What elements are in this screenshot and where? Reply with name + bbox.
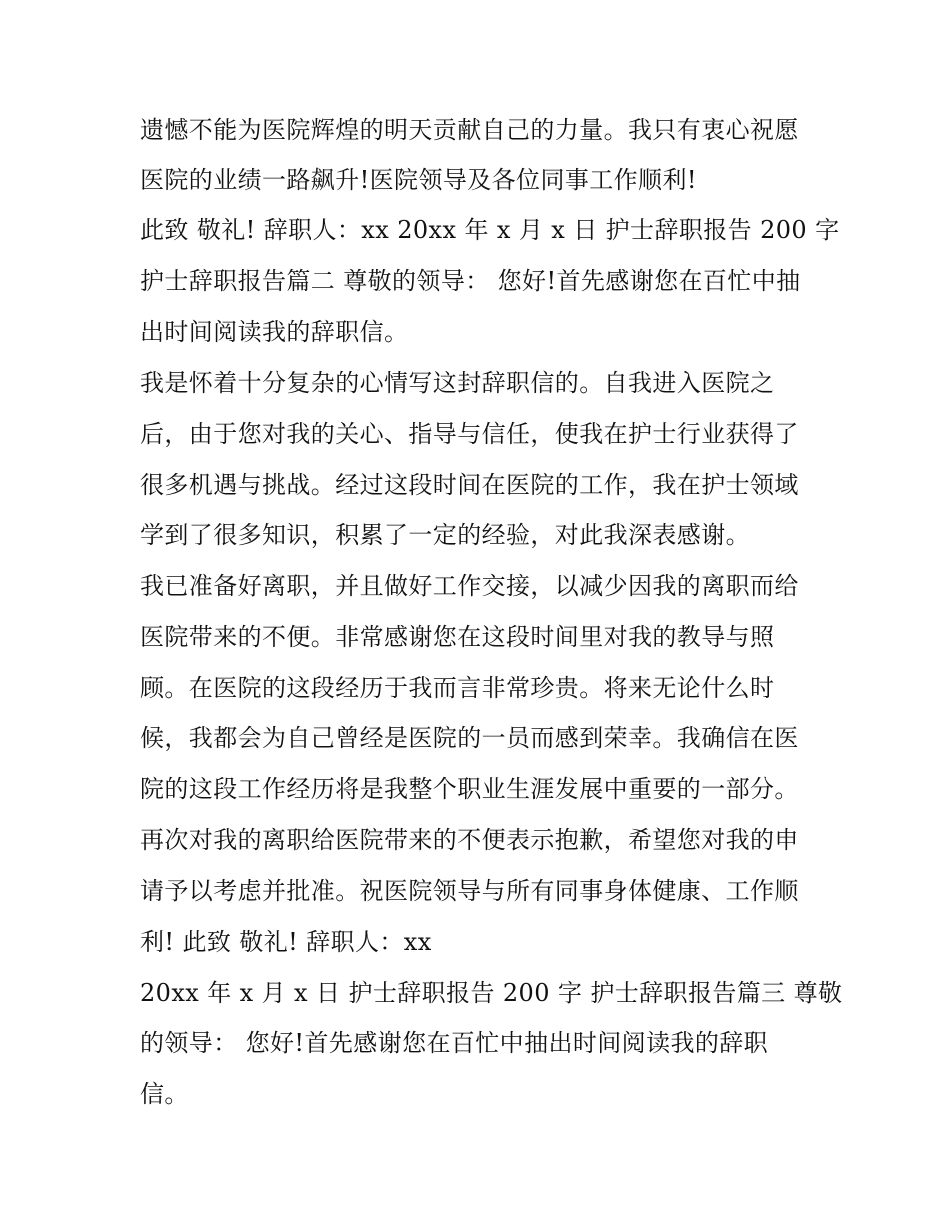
text-line: 候，我都会为自己曾经是医院的一员而感到荣幸。我确信在医 (140, 724, 799, 752)
text-line: 信。 (140, 1080, 189, 1108)
text-line: 护士辞职报告篇二 尊敬的领导： 您好!首先感谢您在百忙中抽 (140, 267, 801, 295)
text-line: 院的这段工作经历将是我整个职业生涯发展中重要的一部分。 (140, 775, 799, 803)
text-line: 出时间阅读我的辞职信。 (140, 318, 409, 346)
text-line: 学到了很多知识，积累了一定的经验，对此我深表感谢。 (140, 521, 750, 549)
text-line: 很多机遇与挑战。经过这段时间在医院的工作，我在护士领域 (140, 471, 799, 499)
text-line: 的领导： 您好!首先感谢您在百忙中抽出时间阅读我的辞职 (140, 1029, 769, 1057)
text-line: 此致 敬礼! 辞职人：xx 20xx 年 x 月 x 日 护士辞职报告 200 字 (140, 216, 840, 244)
text-line: 再次对我的离职给医院带来的不便表示抱歉，希望您对我的申 (140, 826, 799, 854)
text-line: 顾。在医院的这段经历于我而言非常珍贵。将来无论什么时 (140, 674, 775, 702)
text-line: 医院的业绩一路飙升!医院领导及各位同事工作顺利! (140, 166, 697, 194)
text-line: 后，由于您对我的关心、指导与信任，使我在护士行业获得了 (140, 420, 799, 448)
text-line: 利! 此致 敬礼! 辞职人：xx (140, 928, 432, 956)
text-line: 请予以考虑并批准。祝医院领导与所有同事身体健康、工作顺 (140, 877, 799, 905)
text-line: 医院带来的不便。非常感谢您在这段时间里对我的教导与照 (140, 623, 775, 651)
text-line: 遗憾不能为医院辉煌的明天贡献自己的力量。我只有衷心祝愿 (140, 116, 799, 144)
text-line: 我已准备好离职，并且做好工作交接，以减少因我的离职而给 (140, 572, 799, 600)
text-line: 我是怀着十分复杂的心情写这封辞职信的。自我进入医院之 (140, 369, 775, 397)
text-line: 20xx 年 x 月 x 日 护士辞职报告 200 字 护士辞职报告篇三 尊敬 (140, 979, 843, 1007)
